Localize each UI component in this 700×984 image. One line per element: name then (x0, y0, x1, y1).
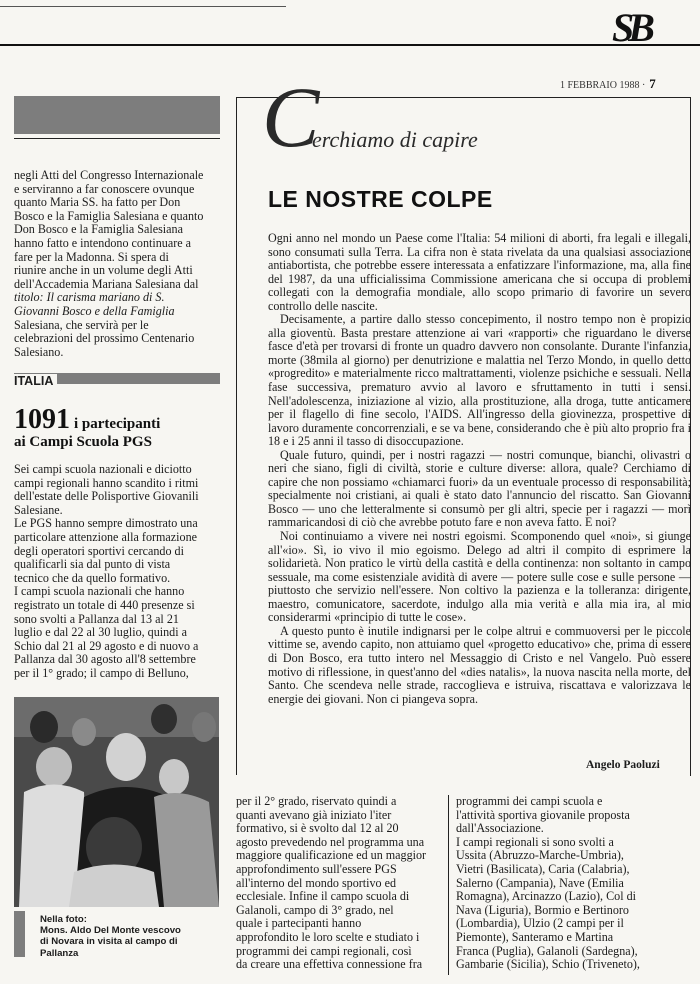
pgs-line: Piemonte), Santeramo e Martina (456, 929, 614, 944)
pgs-headline-line2: ai Campi Scuola PGS (14, 434, 152, 450)
intro-line: celebrazioni del prossimo Centenario (14, 331, 195, 346)
photo-caption (14, 911, 219, 957)
pgs-line: approfondito le loro scelte e studiato i (236, 929, 420, 944)
caption-text (40, 914, 222, 959)
photo-bishop-visit (14, 697, 219, 907)
left-intro-column (14, 169, 228, 359)
pgs-line: Salesiane. (14, 502, 63, 517)
pgs-line: qualificarli sia dal punto di vista (14, 557, 171, 572)
pgs-line: campi regionali hanno scandito i ritmi (14, 475, 199, 490)
pgs-line: tecnico che da quello formativo. (14, 570, 171, 585)
pgs-line: dell'estate delle Polisportive Giovanili (14, 489, 199, 504)
pgs-line: per il 2° grado, riservato quindi a (236, 794, 397, 808)
pgs-line: dall'Associazione. (456, 821, 544, 836)
masthead-logo: SB (612, 5, 649, 50)
caption-bar (14, 911, 25, 957)
pgs-column-2 (236, 795, 446, 972)
section-label-text: ITALIA (14, 374, 57, 388)
issue-date: 1 FEBBRAIO 1988 · (560, 80, 646, 91)
editorial-signature: Angelo Paoluzi (586, 759, 660, 771)
top-left-tick (0, 0, 286, 7)
masthead-rule (0, 44, 700, 46)
kicker-text: erchiamo di capire (312, 127, 478, 152)
pgs-line: sono svolti a Pallanza dal 13 al 21 (14, 611, 179, 626)
pgs-line: quanti avevano già iniziato l'iter (236, 807, 392, 822)
pgs-line: Vietri (Basilicata), Caria (Calabria), (456, 861, 630, 876)
intro-line: Salesiano. (14, 344, 64, 359)
pgs-line: (Lombardia), Ulzio (2 campi per il (456, 916, 624, 931)
intro-line: quanto Maria SS. ha fatto per Don (14, 195, 181, 210)
intro-line: Bosco e la Famiglia Salesiana e quanto (14, 208, 204, 223)
editorial-paragraph: Quale futuro, quindi, per i nostri ragazzi — nostri comunque, bianchi, olivastri o neri che siano, figli di civiltà, storie e culture diverse: allora, quale? Cerchiamo di capire che non possiamo «chiamarci fuori» da un eventuale processo di responsabilità; specialmente noi cristiani, ai quali è stato dato l'annuncio del riscatto. San Giovanni Bosco — uno che letteralmente si consumò per gli altri, specie per i ragazzi — morì rammaricandosi di ciò che avrebbe potuto fare e non aveva fatto. E noi? (268, 447, 691, 530)
page-number: 7 (649, 76, 656, 91)
kicker-initial: C (262, 69, 320, 165)
pgs-line: all'interno del mondo sportivo ed (236, 875, 397, 890)
pgs-line: programmi dei campi regionali, così (236, 943, 412, 958)
pgs-line: Sei campi scuola nazionali e diciotto (14, 462, 192, 476)
pgs-headline (14, 404, 224, 451)
photo-illustration (14, 697, 219, 907)
masthead-dateline (560, 76, 656, 92)
editorial-paragraph: Noi continuiamo a vivere nei nostri egoismi. Scomponendo quel «noi», si giunge all'«io». Sì, io vivo il mio egoismo. Delego ad altri il compito di esprimere la solidarietà. Non pratico le virtù della castità e della continenza: non soltanto in campo sessuale, ma come esistenziale avidità di avere — potere sulle cose e sulle persone — piuttosto che servizio nell'essere. Non coltivo la pazienza e la tolleranza: dirigente, maestro, comunicatore, sacerdote, indulgo alla mia verità e alla mia ira, al mio considerarmi «principio di tutte le cose». (268, 529, 691, 625)
pgs-line: registrato un totale di 440 presenze si (14, 597, 195, 612)
intro-line: Giovanni Bosco e della Famiglia (14, 303, 175, 318)
pgs-column-1 (14, 463, 228, 681)
pgs-line: da creare una effettiva connessione fra (236, 957, 423, 972)
intro-line: e serviranno a far conoscere ovunque (14, 181, 195, 196)
caption-line: di Novara in visita al campo di (40, 936, 178, 948)
editorial-title: LE NOSTRE COLPE (268, 186, 493, 212)
caption-line: Nella foto: (40, 914, 87, 925)
pgs-line: Pallanza dal 30 agosto all'8 settembre (14, 652, 196, 667)
intro-line: Don Bosco e la Famiglia Salesiana (14, 222, 183, 237)
pgs-headline-number: 1091 (14, 404, 70, 435)
pgs-line: Galanoli, campo di 3° grado, nel (236, 902, 394, 917)
intro-line: fare per la Madonna. Si spera di (14, 249, 169, 264)
pgs-line: per il 1° grado; il campo di Belluno, (14, 665, 189, 680)
pgs-line: l'attività sportiva giovanile proposta (456, 807, 630, 822)
editorial-paragraph: Ogni anno nel mondo un Paese come l'Italia: 54 milioni di aborti, fra legali e illegali, sono consumati sulla Terra. La cifra non è stata rivelata da una qualsiasi associazione antiabortista, che potrebbe essere interessata a enfatizzare l'informazione, ma, alla fine del 1987, da una ufficialissima Commissione americana che si occupa di problemi collegati con la demografia mondiale, allo scopo primario di favorire un severo controllo delle nascite. (268, 231, 691, 313)
pgs-line: quale i partecipanti hanno (236, 916, 362, 931)
pgs-line: particolare attenzione alla formazione (14, 529, 197, 544)
pgs-line: Schio dal 21 al 29 agosto e di nuovo a (14, 638, 199, 653)
section-label (14, 372, 220, 388)
pgs-line: I campi regionali si sono svolti a (456, 834, 614, 849)
intro-line: Salesiana, che servirà per le (14, 317, 149, 332)
intro-line: riunire anche in un volume degli Atti (14, 263, 193, 278)
intro-line: hanno fatto e intendono continuare a (14, 235, 191, 250)
editorial-paragraph: Decisamente, a partire dallo stesso concepimento, il nostro tempo non è propizio alla gioventù. Basta prestare attenzione ai vari «rapporti» che riguardano le diverse fasce d'età per trovarsi di fronte un quadro davvero non consolante. Durante l'infanzia, morte (38mila al giorno) per denutrizione e malattia nel Terzo Mondo, in quello detto «progredito» e materialmente ricco maltrattamenti, violenze psichiche e sessuali. Nella fase successiva, prematuro avvio al lavoro e sfruttamento in tutti i sensi. Nell'adolescenza, iniziazione al vizio, alla prostituzione, alla droga, tutte anticamere per il flagello di fine secolo, l'AIDS. All'ingresso della giovinezza, prospettive di lavoro duramente concorrenziali, e se va bene, considerando che è più alto proprio fra i 18 e i 25 anni il tasso di disoccupazione. (268, 312, 691, 449)
intro-line: negli Atti del Congresso Internazionale (14, 168, 204, 182)
pgs-line: programmi dei campi scuola e (456, 794, 603, 808)
pgs-line: formativo, si è svolto dal 12 al 20 (236, 821, 399, 836)
intro-line: dell'Accademia Mariana Salesiana dal (14, 276, 199, 291)
pgs-line: Romagna), Arcinazzo (Lazio), Col di (456, 889, 637, 904)
editorial-paragraph: A questo punto è inutile indignarsi per le colpe altrui e commuoversi per le piccole vittime se, avendo capito, non attuiamo quel «progetto educativo» che, prima di essere di Don Bosco, era tutto intero nel Messaggio di Cristo e nel Vangelo. Può essere motivo di riflessione, in quest'anno del «dies natalis», la nuova nascita nella morte, del Santo. Che scendeva nelle strade, raccoglieva e istruiva, riscattava e valorizzava le energie dei giovani. Non ci piangeva sopra. (268, 623, 691, 706)
pgs-line: degli operatori sportivi cercando di (14, 543, 184, 558)
pgs-line: Franca (Puglia), Galanoli (Sardegna), (456, 943, 638, 958)
editorial-box-left-rule (236, 97, 237, 775)
pgs-headline-rest: i partecipanti (74, 416, 161, 432)
pgs-line: Ussita (Abruzzo-Marche-Umbria), (456, 848, 624, 863)
pgs-line: Nava (Liguria), Bormio e Bertinoro (456, 902, 629, 917)
pgs-line: I campi scuola nazionali che hanno (14, 584, 185, 599)
pgs-line: Gambarie (Sicilia), Schio (Triveneto), (456, 957, 640, 972)
pgs-line: Le PGS hanno sempre dimostrato una (14, 516, 198, 531)
pgs-line: luglio e dal 22 al 30 luglio, quindi a (14, 625, 187, 640)
left-top-rule (14, 138, 220, 139)
left-top-bar (14, 96, 220, 134)
intro-line: titolo: Il carisma mariano di S. (14, 290, 165, 305)
pgs-line: approfondimento sull'essere PGS (236, 861, 397, 876)
pgs-line: agosto prevedendo nel programma una (236, 834, 425, 849)
caption-line: Pallanza (40, 947, 79, 959)
column-separator (448, 795, 449, 975)
pgs-line: Salerno (Campania), Nave (Emilia (456, 875, 624, 890)
pgs-column-3 (456, 795, 692, 972)
editorial-body (268, 232, 691, 706)
pgs-line: maggiore qualificazione ed un maggior (236, 848, 427, 863)
pgs-line: ecclesiale. Infine il campo scuola di (236, 889, 410, 904)
caption-line: Mons. Aldo Del Monte vescovo (40, 925, 181, 937)
